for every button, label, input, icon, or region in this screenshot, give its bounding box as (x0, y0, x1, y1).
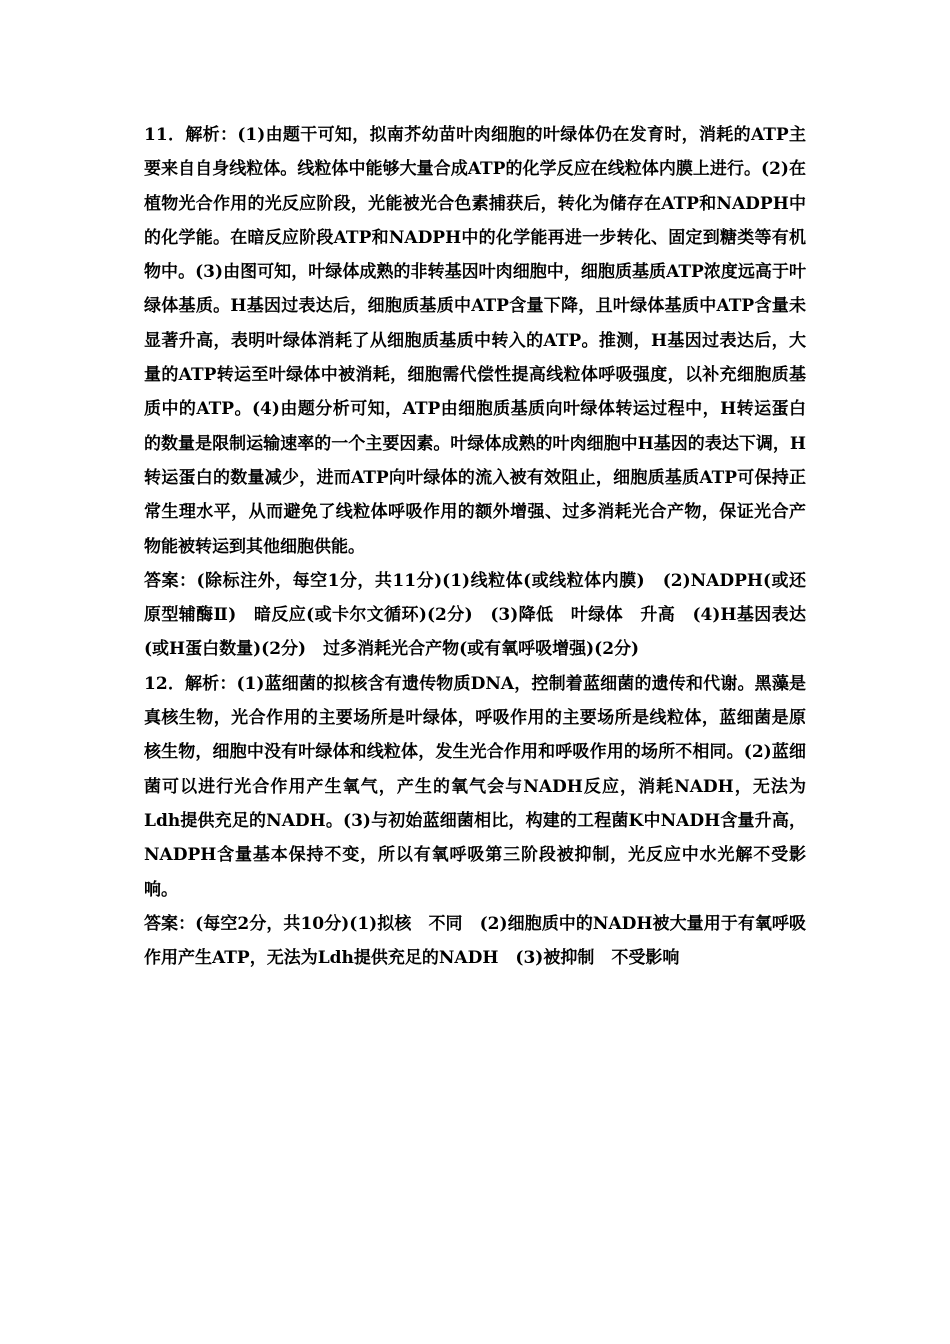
q12-answer: 答案：(每空2分，共10分)(1)拟核 不同 (2)细胞质中的NADH被大量用于有氧呼吸作用产生ATP，无法为Ldh提供充足的NADH (3)被抑制 不受影响 (144, 913, 806, 969)
q12-analysis: 12．解析：(1)蓝细菌的拟核含有遗传物质DNA，控制着蓝细菌的遗传和代谢。黑藻是真核生物，光合作用的主要场所是叶绿体，呼吸作用的主要场所是线粒体，蓝细菌是原核生物，细胞中没有叶绿体和线粒体，发生光合作用和呼吸作用的场所不相同。(2)蓝细菌可以进行光合作用产生氧气，产生的氧气会与NADH反应，消耗NADH，无法为Ldh提供充足的NADH。(3)与初始蓝细菌相比，构建的工程菌K中NADH含量升高，NADPH含量基本保持不变，所以有氧呼吸第三阶段被抑制，光反应中水光解不受影响。 (144, 673, 806, 900)
document-page (144, 118, 806, 975)
q11-analysis: 11．解析：(1)由题干可知，拟南芥幼苗叶肉细胞的叶绿体仍在发育时，消耗的ATP主要来自自身线粒体。线粒体中能够大量合成ATP的化学反应在线粒体内膜上进行。(2)在植物光合作用的光反应阶段，光能被光合色素捕获后，转化为储存在ATP和NADPH中的化学能。在暗反应阶段ATP和NADPH中的化学能再进一步转化、固定到糖类等有机物中。(3)由图可知，叶绿体成熟的非转基因叶肉细胞中，细胞质基质ATP浓度远高于叶绿体基质。H基因过表达后，细胞质基质中ATP含量下降，且叶绿体基质中ATP含量未显著升高，表明叶绿体消耗了从细胞质基质中转入的ATP。推测，H基因过表达后，大量的ATP转运至叶绿体中被消耗，细胞需代偿性提高线粒体呼吸强度，以补充细胞质基质中的ATP。(4)由题分析可知，ATP由细胞质基质向叶绿体转运过程中，H转运蛋白的数量是限制运输速率的一个主要因素。叶绿体成熟的叶肉细胞中H基因的表达下调，H转运蛋白的数量减少，进而ATP向叶绿体的流入被有效阻止，细胞质基质ATP可保持正常生理水平，从而避免了线粒体呼吸作用的额外增强、过多消耗光合产物，保证光合产物能被转运到其他细胞供能。 (144, 125, 806, 557)
q11-answer: 答案：(除标注外，每空1分，共11分)(1)线粒体(或线粒体内膜) (2)NADPH(或还原型辅酶Ⅱ) 暗反应(或卡尔文循环)(2分) (3)降低 叶绿体 升高 (4)H基因表达(或H蛋白数量)(2分) 过多消耗光合产物(或有氧呼吸增强)(2分) (144, 570, 806, 660)
